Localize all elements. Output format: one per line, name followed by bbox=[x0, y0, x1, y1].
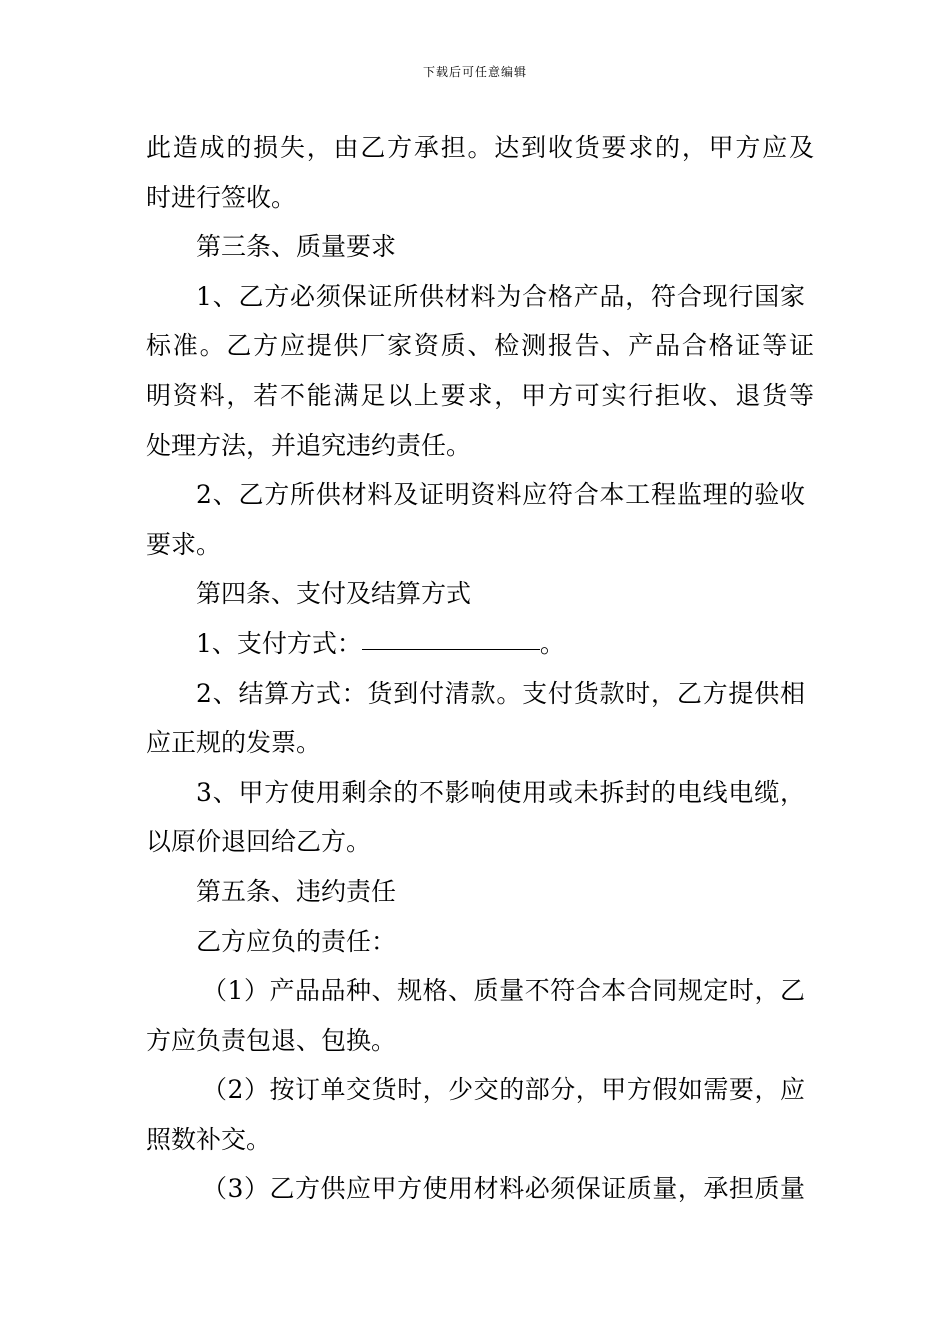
page-header-note: 下载后可任意编辑 bbox=[422, 65, 527, 79]
paragraph-line: 照数补交。 bbox=[146, 1124, 272, 1154]
payment-method-blank bbox=[362, 649, 540, 650]
payment-method-line bbox=[146, 619, 814, 669]
payment-method-period: 。 bbox=[539, 628, 565, 658]
paragraph-line: 方应负责包退、包换。 bbox=[146, 1025, 397, 1055]
paragraph-line: 标准。乙方应提供厂家资质、检测报告、产品合格证等证 bbox=[146, 331, 814, 361]
paragraph-line: （2）按订单交货时，少交的部分，甲方假如需要，应 bbox=[202, 1075, 805, 1105]
paragraph-line: 2、乙方所供材料及证明资料应符合本工程监理的验收 bbox=[196, 480, 805, 510]
payment-method-label: 1、支付方式： bbox=[196, 628, 362, 658]
section-heading-liability: 第五条、违约责任 bbox=[196, 876, 397, 906]
paragraph-line: 应正规的发票。 bbox=[146, 728, 322, 758]
paragraph-line: 时进行签收。 bbox=[146, 182, 297, 212]
paragraph-line: 2、结算方式：货到付清款。支付货款时，乙方提供相 bbox=[196, 678, 805, 708]
paragraph-line: 处理方法，并追究违约责任。 bbox=[146, 430, 472, 460]
paragraph-line: 明资料，若不能满足以上要求，甲方可实行拒收、退货等 bbox=[146, 380, 814, 410]
paragraph-line: 乙方应负的责任： bbox=[196, 926, 397, 956]
paragraph-line: 3、甲方使用剩余的不影响使用或未拆封的电线电缆， bbox=[196, 777, 805, 807]
section-heading-payment: 第四条、支付及结算方式 bbox=[196, 579, 472, 609]
document-body bbox=[146, 123, 814, 1214]
paragraph-line: 此造成的损失，由乙方承担。达到收货要求的，甲方应及 bbox=[146, 133, 814, 162]
paragraph-line: 要求。 bbox=[146, 529, 222, 559]
paragraph-line: （3）乙方供应甲方使用材料必须保证质量，承担质量 bbox=[202, 1174, 805, 1204]
paragraph-line: 1、乙方必须保证所供材料为合格产品，符合现行国家 bbox=[196, 281, 805, 311]
paragraph-line: 以原价退回给乙方。 bbox=[146, 827, 372, 857]
section-heading-quality: 第三条、质量要求 bbox=[196, 232, 397, 262]
paragraph-line: （1）产品品种、规格、质量不符合本合同规定时，乙 bbox=[202, 976, 805, 1006]
